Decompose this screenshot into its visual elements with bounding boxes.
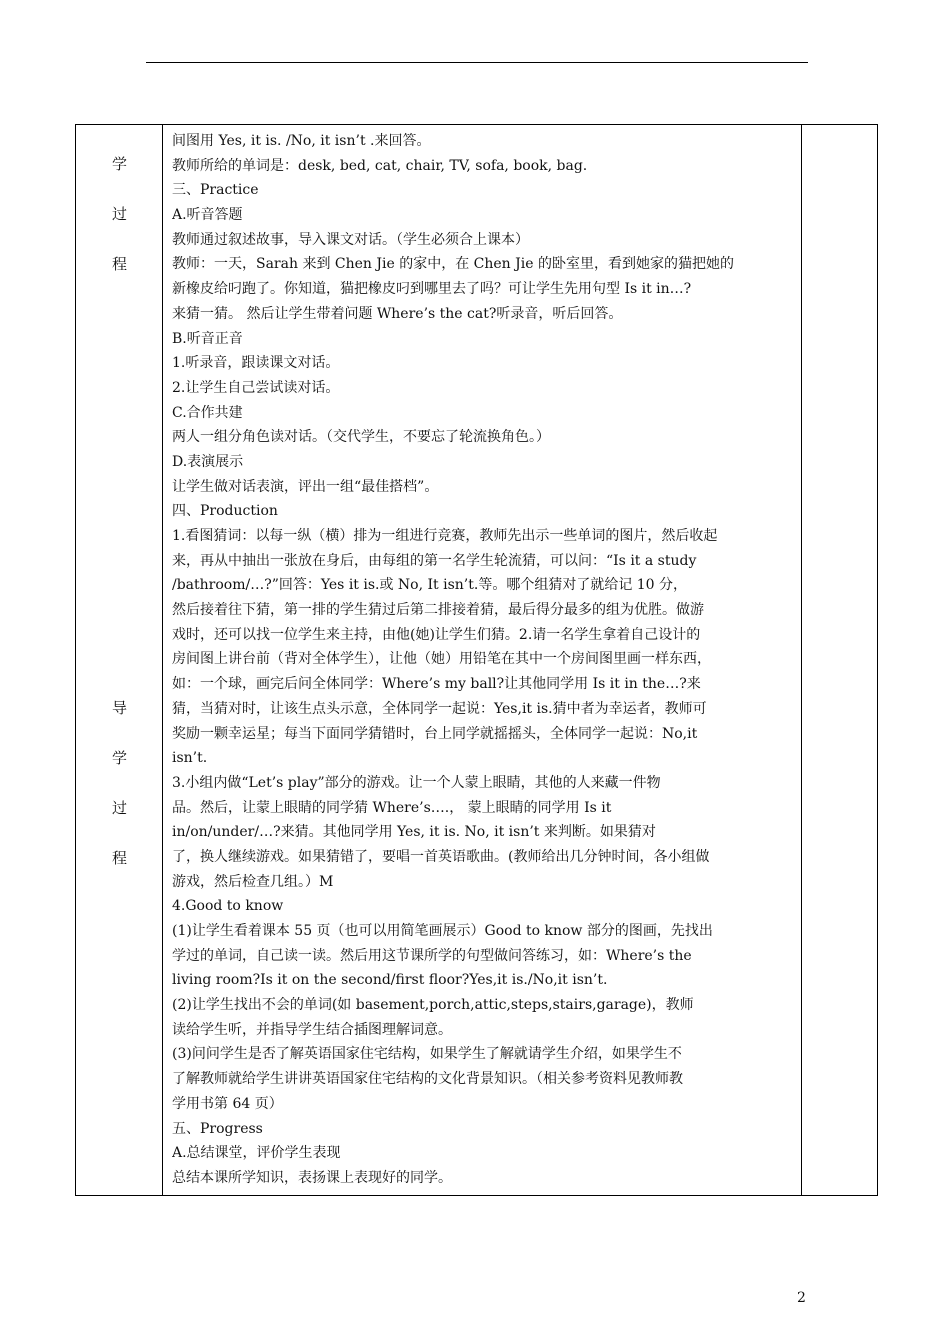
content-line: 总结本课所学知识，表扬课上表现好的同学。 [172,1169,452,1186]
notes-column [801,125,877,1195]
section-label-char: 学 [111,749,127,767]
content-line: living room?Is it on the second/first floor?Yes,it is./No,it isn’t. [172,972,608,989]
content-line: 了解教师就给学生讲讲英语国家住宅结构的文化背景知识。（相关参考资料见教师教 [172,1071,683,1088]
content-line: 五、Progress [172,1120,263,1137]
content-line: 三、Practice [172,182,259,199]
content-line: 来，再从中抽出一张放在身后，由每组的第一名学生轮流猜，可以问：“Is it a study [172,552,697,569]
lesson-table [75,124,878,1196]
section-label-char: 学 [111,155,127,173]
content-line: 四、Production [172,503,278,520]
content-line: 学用书第 64 页） [172,1095,283,1112]
content-line: 两人一组分角色读对话。（交代学生，不要忘了轮流换角色。） [172,429,550,446]
content-line: 1.看图猜词：以每一纵（横）排为一组进行竞赛，教师先出示一些单词的图片，然后收起 [172,528,718,544]
content-line: (2)让学生找出不会的单词(如 basement,porch,attic,steps,stairs,garage)，教师 [172,997,694,1014]
content-line: 猜，当猜对时，让该生点头示意，全体同学一起说：Yes,it is.猜中者为幸运者，教师可 [172,700,707,717]
section-label-char: 过 [111,799,127,817]
lesson-content [172,129,797,1191]
content-line: 了，换人继续游戏。如果猜错了，要唱一首英语歌曲。(教师给出几分钟时间，各小组做 [172,848,710,865]
content-line: isn’t. [172,750,208,767]
content-line: 品。然后，让蒙上眼睛的同学猜 Where’s….， 蒙上眼睛的同学用 Is it [172,799,612,816]
content-line: 新橡皮给叼跑了。你知道，猫把橡皮叼到哪里去了吗？可让学生先用句型 Is it in…? [172,281,692,298]
content-line: 3.小组内做“Let’s play”部分的游戏。让一个人蒙上眼睛，其他的人来藏一件物 [172,774,661,791]
content-line: 戏时，还可以找一位学生来主持，由他(她)让学生们猜。2.请一名学生拿着自己设计的 [172,626,701,643]
content-line: 房间图上讲台前（背对全体学生），让他（她）用铅笔在其中一个房间图里画一样东西， [172,651,711,668]
content-line: 奖励一颗幸运星；每当下面同学猜错时，台上同学就摇摇头，全体同学一起说：No,it [172,725,698,742]
content-line: 间图用 Yes, it is. /No, it isn’t .来回答。 [172,133,431,149]
content-line: 读给学生听，并指导学生结合插图理解词意。 [172,1021,452,1038]
content-line: 然后接着往下猜，第一排的学生猜过后第二排接着猜，最后得分最多的组为优胜。做游 [172,602,704,619]
section-label-column [76,125,163,1195]
section-label-char: 程 [111,849,127,867]
content-line: A.听音答题 [172,207,243,224]
content-line: (1)让学生看着课本 55 页（也可以用简笔画展示）Good to know 部分的图画，先找出 [172,923,713,939]
content-line: B.听音正音 [172,330,243,347]
header-rule [146,62,808,63]
content-line: D.表演展示 [172,453,244,470]
content-line: 1.听录音，跟读课文对话。 [172,355,340,372]
content-line: 教师：一天，Sarah 来到 Chen Jie 的家中，在 Chen Jie 的卧室里，看到她家的猫把她的 [172,256,734,273]
content-line: /bathroom/…?”回答：Yes it is.或 No, It isn’t.等。哪个组猜对了就给记 10 分， [172,577,688,594]
content-line: in/on/under/…?来猜。其他同学用 Yes, it is. No, it isn’t 来判断。如果猜对 [172,824,656,841]
content-line: 如：一个球，画完后问全体同学：Where’s my ball?让其他同学用 Is it in the…?来 [172,676,701,693]
content-line: 让学生做对话表演，评出一组“最佳搭档”。 [172,478,439,495]
content-line: 4.Good to know [172,898,284,915]
page-number: 2 [797,1290,806,1306]
content-line: A.总结课堂，评价学生表现 [172,1145,341,1162]
content-line: 教师通过叙述故事，导入课文对话。（学生必须合上课本） [172,231,529,248]
content-line: 学过的单词，自己读一读。然后用这节课所学的句型做问答练习，如：Where’s the [172,947,692,964]
content-line: C.合作共建 [172,404,243,421]
section-label-char: 过 [111,205,127,223]
content-line: (3)问问学生是否了解英语国家住宅结构，如果学生了解就请学生介绍，如果学生不 [172,1046,682,1063]
content-line: 教师所给的单词是：desk, bed, cat, chair, TV, sofa, book, bag. [172,157,588,174]
content-line: 来猜一猜。 然后让学生带着问题 Where’s the cat?听录音，听后回答。 [172,305,623,322]
content-line: 游戏，然后检查几组。）M [172,873,334,890]
section-label-char: 导 [111,699,127,717]
section-label-char: 程 [111,255,127,273]
content-line: 2.让学生自己尝试读对话。 [172,379,340,396]
